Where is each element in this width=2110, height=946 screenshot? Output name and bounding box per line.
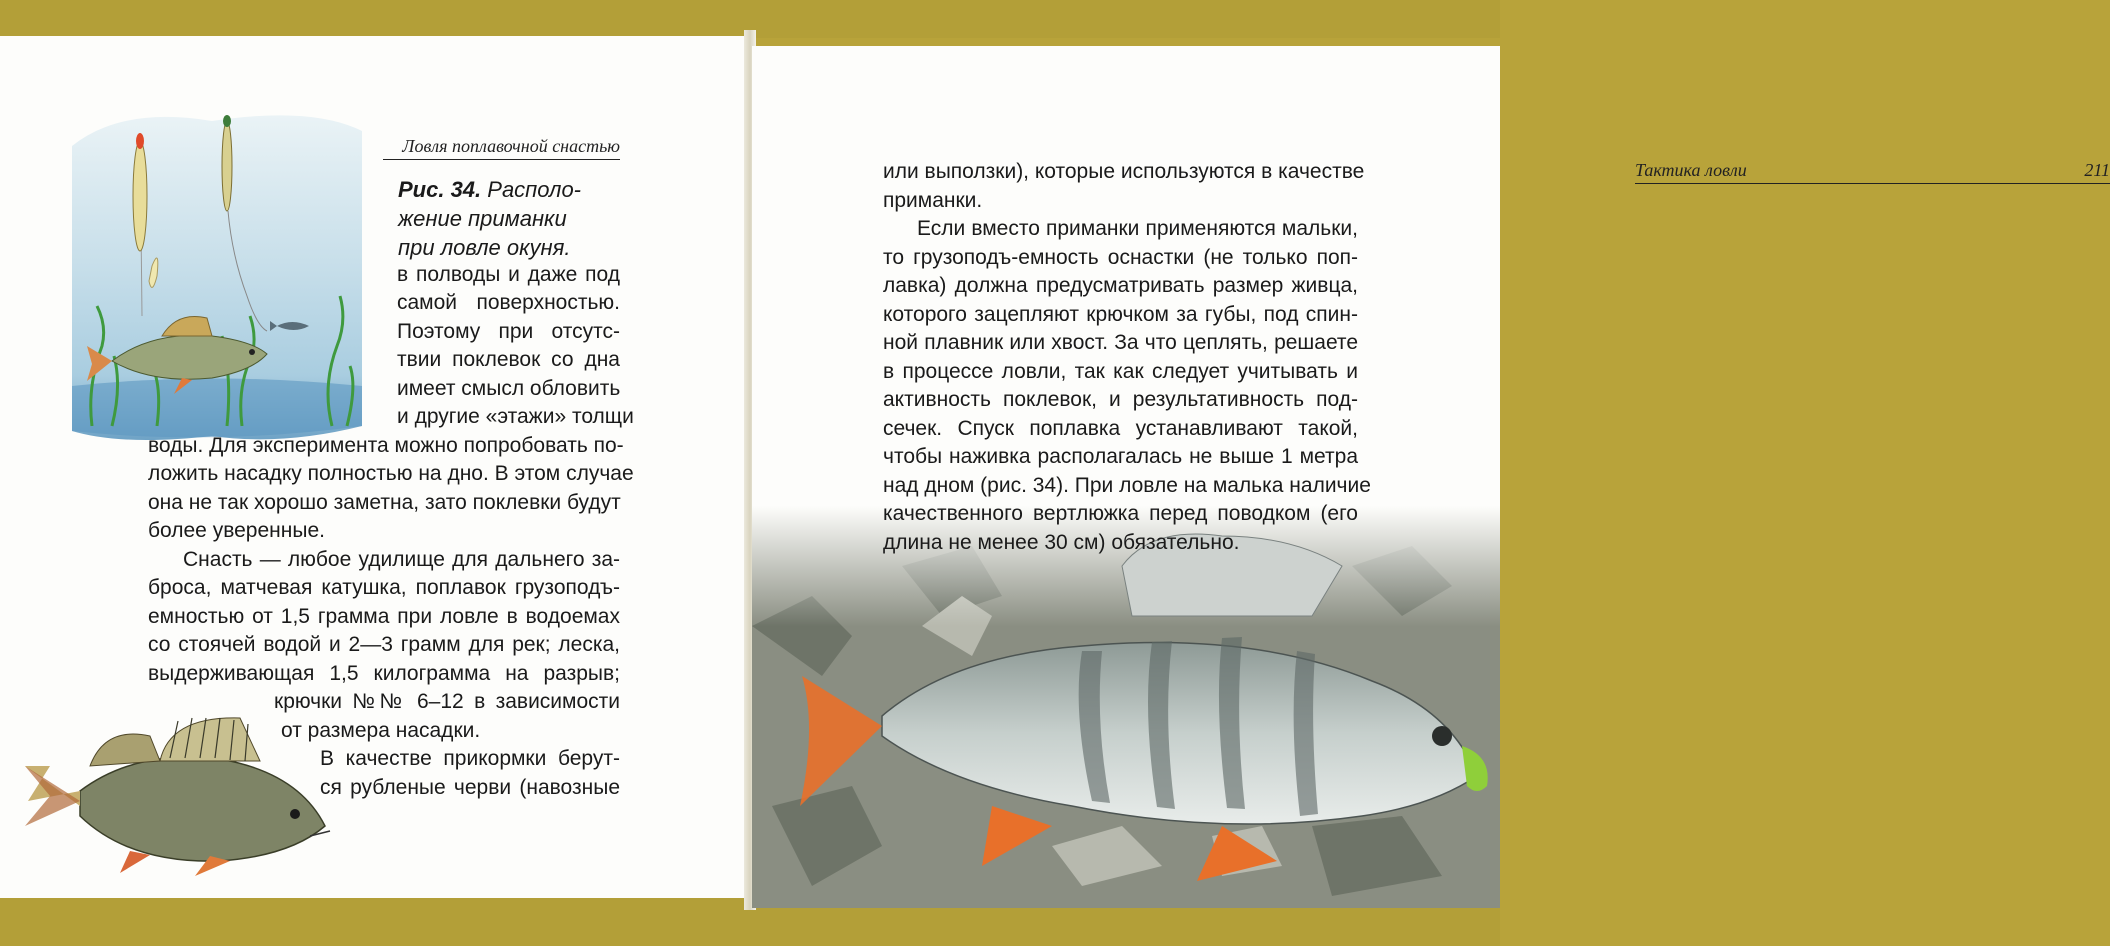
text-line: Поэтому при отсутс-: [397, 320, 620, 343]
text-line: выдерживающая 1,5 килограмма на разрыв;: [148, 662, 620, 685]
caption-line: Располо-: [481, 177, 582, 202]
text-line: активность поклевок, и результативность под-: [883, 388, 1358, 411]
figure-label: Рис. 34.: [398, 177, 482, 202]
text-line: броса, матчевая катушка, поплавок грузоподъ-: [148, 576, 620, 599]
text-line: более уверенные.: [148, 519, 325, 542]
text-line: со стоячей водой и 2—3 грамм для рек; леска,: [148, 633, 620, 656]
caption-line: жение приманки: [398, 206, 567, 231]
text-line: от размера насадки.: [281, 719, 481, 742]
text-line: Если вместо приманки применяются мальки,: [917, 217, 1358, 240]
text-line: которого зацепляют крючком за губы, под спин-: [883, 303, 1358, 326]
running-head-title: Тактика ловли: [1635, 160, 1747, 180]
perch-photo: [752, 506, 1500, 908]
text-line: ложить насадку полностью на дно. В этом случае: [148, 462, 634, 485]
text-line: ся рубленые черви (навозные: [320, 776, 620, 799]
text-line: или выползки), которые используются в качестве: [883, 160, 1365, 183]
text-line: ной плавник или хвост. За что цеплять, решаете: [883, 331, 1358, 354]
running-head-right: [1635, 160, 2110, 184]
caption-line: при ловле окуня.: [398, 235, 571, 260]
text-line: чтобы наживка располагалась не выше 1 метра: [883, 445, 1358, 468]
text-line: крючки №№ 6–12 в зависимости: [274, 690, 620, 713]
text-line: сечек. Спуск поплавка устанавливают такой,: [883, 417, 1358, 440]
page-number: 211: [2084, 160, 2110, 180]
right-page: [752, 46, 2110, 908]
text-line: она не так хорошо заметна, зато поклевки будут: [148, 491, 621, 514]
text-line: лавка) должна предусматривать размер живца,: [883, 274, 1358, 297]
text-line: В качестве прикормки берут-: [320, 747, 620, 770]
text-line: в процессе ловли, так как следует учитывать и: [883, 360, 1358, 383]
text-line: воды. Для эксперимента можно попробовать по-: [148, 434, 624, 457]
text-line: длина не менее 30 см) обязательно.: [883, 531, 1240, 554]
text-line: и другие «этажи» толщи: [397, 405, 634, 428]
text-line: емностью от 1,5 грамма при ловле в водоемах: [148, 605, 620, 628]
float-fishing-illustration: [62, 86, 370, 451]
text-line: имеет смысл обловить: [397, 377, 621, 400]
text-line: то грузоподъ-емность оснастки (не только поп-: [883, 246, 1358, 269]
text-line: Снасть — любое удилище для дальнего за-: [183, 548, 620, 571]
left-page: [0, 36, 748, 898]
running-head-left: Ловля поплавочной снастью: [383, 136, 620, 160]
text-line: в полводы и даже под: [397, 263, 620, 286]
text-line: приманки.: [883, 189, 983, 212]
text-line: самой поверхностью.: [397, 291, 620, 314]
text-line: качественного вертлюжка перед поводком (его: [883, 502, 1358, 525]
text-line: над дном (рис. 34). При ловле на малька наличие: [883, 474, 1371, 497]
text-line: твии поклевок со дна: [397, 348, 620, 371]
figure-caption: [398, 175, 620, 262]
